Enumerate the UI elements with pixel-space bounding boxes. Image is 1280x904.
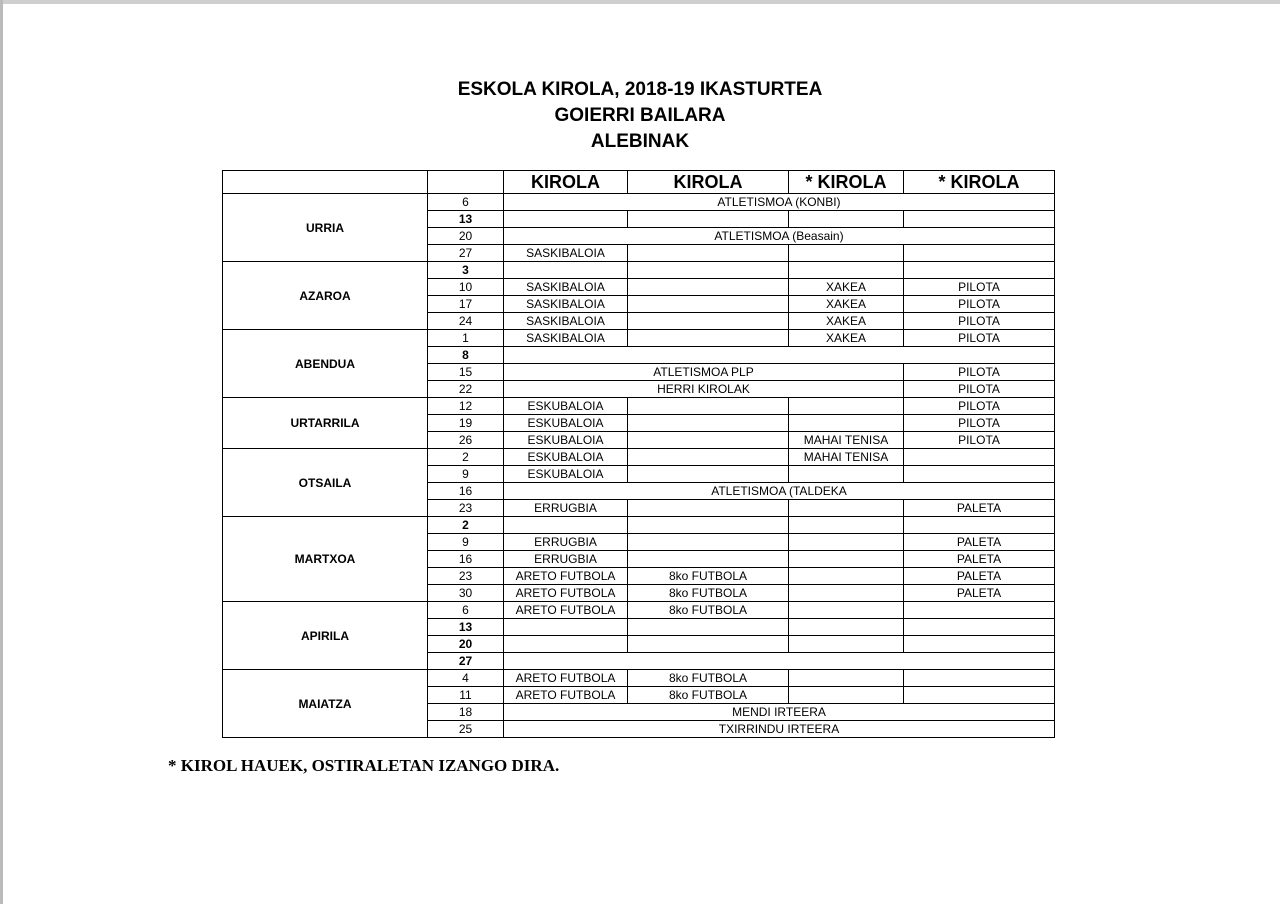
event-cell — [904, 262, 1055, 279]
day-cell: 18 — [428, 704, 504, 721]
event-cell: PALETA — [904, 500, 1055, 517]
table-row — [223, 330, 1055, 347]
event-cell — [904, 211, 1055, 228]
event-cell — [789, 670, 904, 687]
event-cell: ERRUGBIA — [504, 551, 628, 568]
event-cell: MAHAI TENISA — [789, 432, 904, 449]
header-row — [223, 171, 1055, 194]
event-cell-wide: TXIRRINDU IRTEERA — [504, 721, 1055, 738]
event-cell — [789, 585, 904, 602]
event-cell: 8ko FUTBOLA — [628, 568, 789, 585]
event-cell — [904, 636, 1055, 653]
table-row — [223, 194, 1055, 211]
event-cell — [789, 568, 904, 585]
event-cell — [504, 636, 628, 653]
event-cell — [628, 500, 789, 517]
event-cell: PALETA — [904, 551, 1055, 568]
event-cell — [504, 619, 628, 636]
event-cell: ARETO FUTBOLA — [504, 568, 628, 585]
event-cell: ARETO FUTBOLA — [504, 687, 628, 704]
header-sport-2: KIROLA — [628, 171, 789, 194]
day-cell: 6 — [428, 602, 504, 619]
month-label: ABENDUA — [223, 330, 428, 398]
event-cell: XAKEA — [789, 296, 904, 313]
event-cell: ESKUBALOIA — [504, 415, 628, 432]
event-cell: ESKUBALOIA — [504, 466, 628, 483]
title-line-3: ALEBINAK — [590, 131, 690, 152]
event-cell — [628, 296, 789, 313]
event-cell — [789, 466, 904, 483]
schedule-body — [223, 194, 1055, 738]
day-cell: 15 — [428, 364, 504, 381]
event-cell — [789, 415, 904, 432]
event-cell — [628, 517, 789, 534]
month-label: MARTXOA — [223, 517, 428, 602]
event-cell — [628, 330, 789, 347]
event-cell: ARETO FUTBOLA — [504, 602, 628, 619]
event-cell: ESKUBALOIA — [504, 449, 628, 466]
event-cell — [628, 432, 789, 449]
day-cell: 12 — [428, 398, 504, 415]
table-row — [223, 398, 1055, 415]
header-day — [428, 171, 504, 194]
event-cell: PILOTA — [904, 330, 1055, 347]
day-cell: 9 — [428, 534, 504, 551]
event-cell: XAKEA — [789, 313, 904, 330]
event-cell: SASKIBALOIA — [504, 313, 628, 330]
day-cell: 30 — [428, 585, 504, 602]
event-cell — [504, 211, 628, 228]
day-cell: 24 — [428, 313, 504, 330]
event-cell: ERRUGBIA — [504, 534, 628, 551]
event-cell — [904, 517, 1055, 534]
event-cell — [504, 262, 628, 279]
event-cell — [789, 262, 904, 279]
table-row — [223, 517, 1055, 534]
day-cell: 17 — [428, 296, 504, 313]
event-cell — [789, 398, 904, 415]
event-cell — [504, 517, 628, 534]
event-cell: XAKEA — [789, 279, 904, 296]
day-cell: 20 — [428, 636, 504, 653]
day-cell: 23 — [428, 568, 504, 585]
event-cell — [628, 415, 789, 432]
day-cell: 13 — [428, 619, 504, 636]
event-cell — [628, 279, 789, 296]
event-cell: PILOTA — [904, 432, 1055, 449]
event-cell: PALETA — [904, 568, 1055, 585]
day-cell: 8 — [428, 347, 504, 364]
month-label: MAIATZA — [223, 670, 428, 738]
event-cell: ERRUGBIA — [504, 500, 628, 517]
month-label: URTARRILA — [223, 398, 428, 449]
event-cell — [628, 449, 789, 466]
event-cell — [628, 245, 789, 262]
title-line-2: GOIERRI BAILARA — [554, 105, 726, 126]
day-cell: 16 — [428, 483, 504, 500]
event-cell: PILOTA — [904, 313, 1055, 330]
document-title-block — [0, 77, 1280, 155]
event-cell — [789, 534, 904, 551]
event-cell: PILOTA — [904, 381, 1055, 398]
day-cell: 2 — [428, 517, 504, 534]
event-cell — [789, 687, 904, 704]
event-cell — [628, 398, 789, 415]
event-cell — [628, 262, 789, 279]
day-cell: 10 — [428, 279, 504, 296]
day-cell: 11 — [428, 687, 504, 704]
event-cell: SASKIBALOIA — [504, 245, 628, 262]
month-label: URRIA — [223, 194, 428, 262]
day-cell: 19 — [428, 415, 504, 432]
day-cell: 16 — [428, 551, 504, 568]
month-label: APIRILA — [223, 602, 428, 670]
event-cell — [789, 619, 904, 636]
day-cell: 27 — [428, 245, 504, 262]
event-cell — [789, 211, 904, 228]
event-cell — [628, 534, 789, 551]
event-cell — [628, 466, 789, 483]
day-cell: 23 — [428, 500, 504, 517]
event-cell: ARETO FUTBOLA — [504, 670, 628, 687]
event-cell-wide — [504, 653, 1055, 670]
event-cell: 8ko FUTBOLA — [628, 687, 789, 704]
event-cell — [628, 619, 789, 636]
event-cell-wide: ATLETISMOA (TALDEKA — [504, 483, 1055, 500]
event-cell-wide: ATLETISMOA (Beasain) — [504, 228, 1055, 245]
day-cell: 4 — [428, 670, 504, 687]
scan-edge-top — [0, 0, 1280, 4]
event-cell-wide: MENDI IRTEERA — [504, 704, 1055, 721]
event-cell — [628, 313, 789, 330]
event-cell: PALETA — [904, 534, 1055, 551]
day-cell: 20 — [428, 228, 504, 245]
event-cell — [789, 500, 904, 517]
event-cell-wide: HERRI KIROLAK — [504, 381, 904, 398]
table-row — [223, 262, 1055, 279]
event-cell — [628, 551, 789, 568]
event-cell: SASKIBALOIA — [504, 330, 628, 347]
day-cell: 25 — [428, 721, 504, 738]
event-cell — [904, 687, 1055, 704]
event-cell — [904, 619, 1055, 636]
schedule-table — [222, 170, 1055, 738]
day-cell: 26 — [428, 432, 504, 449]
event-cell — [789, 551, 904, 568]
day-cell: 27 — [428, 653, 504, 670]
event-cell — [904, 670, 1055, 687]
event-cell-wide: ATLETISMOA (KONBI) — [504, 194, 1055, 211]
event-cell — [904, 466, 1055, 483]
header-sport-3: * KIROLA — [789, 171, 904, 194]
event-cell: XAKEA — [789, 330, 904, 347]
event-cell: 8ko FUTBOLA — [628, 670, 789, 687]
event-cell-wide — [504, 347, 1055, 364]
event-cell: ESKUBALOIA — [504, 432, 628, 449]
table-row — [223, 602, 1055, 619]
title-line-1: ESKOLA KIROLA, 2018-19 IKASTURTEA — [457, 79, 823, 100]
month-label: OTSAILA — [223, 449, 428, 517]
event-cell: SASKIBALOIA — [504, 296, 628, 313]
event-cell — [904, 602, 1055, 619]
event-cell: 8ko FUTBOLA — [628, 585, 789, 602]
event-cell: PILOTA — [904, 296, 1055, 313]
event-cell — [789, 636, 904, 653]
event-cell: MAHAI TENISA — [789, 449, 904, 466]
event-cell: PILOTA — [904, 398, 1055, 415]
table-row — [223, 670, 1055, 687]
day-cell: 2 — [428, 449, 504, 466]
day-cell: 9 — [428, 466, 504, 483]
event-cell: ESKUBALOIA — [504, 398, 628, 415]
day-cell: 6 — [428, 194, 504, 211]
event-cell: SASKIBALOIA — [504, 279, 628, 296]
event-cell — [904, 245, 1055, 262]
table-row — [223, 449, 1055, 466]
event-cell — [904, 449, 1055, 466]
event-cell — [628, 211, 789, 228]
header-sport-1: KIROLA — [504, 171, 628, 194]
event-cell — [789, 602, 904, 619]
event-cell — [789, 517, 904, 534]
event-cell: PILOTA — [904, 279, 1055, 296]
event-cell — [789, 245, 904, 262]
day-cell: 1 — [428, 330, 504, 347]
month-label: AZAROA — [223, 262, 428, 330]
event-cell: PALETA — [904, 585, 1055, 602]
header-month — [223, 171, 428, 194]
header-sport-4: * KIROLA — [904, 171, 1055, 194]
event-cell: ARETO FUTBOLA — [504, 585, 628, 602]
event-cell: PILOTA — [904, 364, 1055, 381]
event-cell: 8ko FUTBOLA — [628, 602, 789, 619]
footnote: * KIROL HAUEK, OSTIRALETAN IZANGO DIRA. — [168, 756, 560, 775]
event-cell: PILOTA — [904, 415, 1055, 432]
event-cell — [628, 636, 789, 653]
day-cell: 22 — [428, 381, 504, 398]
day-cell: 3 — [428, 262, 504, 279]
event-cell-wide: ATLETISMOA PLP — [504, 364, 904, 381]
day-cell: 13 — [428, 211, 504, 228]
